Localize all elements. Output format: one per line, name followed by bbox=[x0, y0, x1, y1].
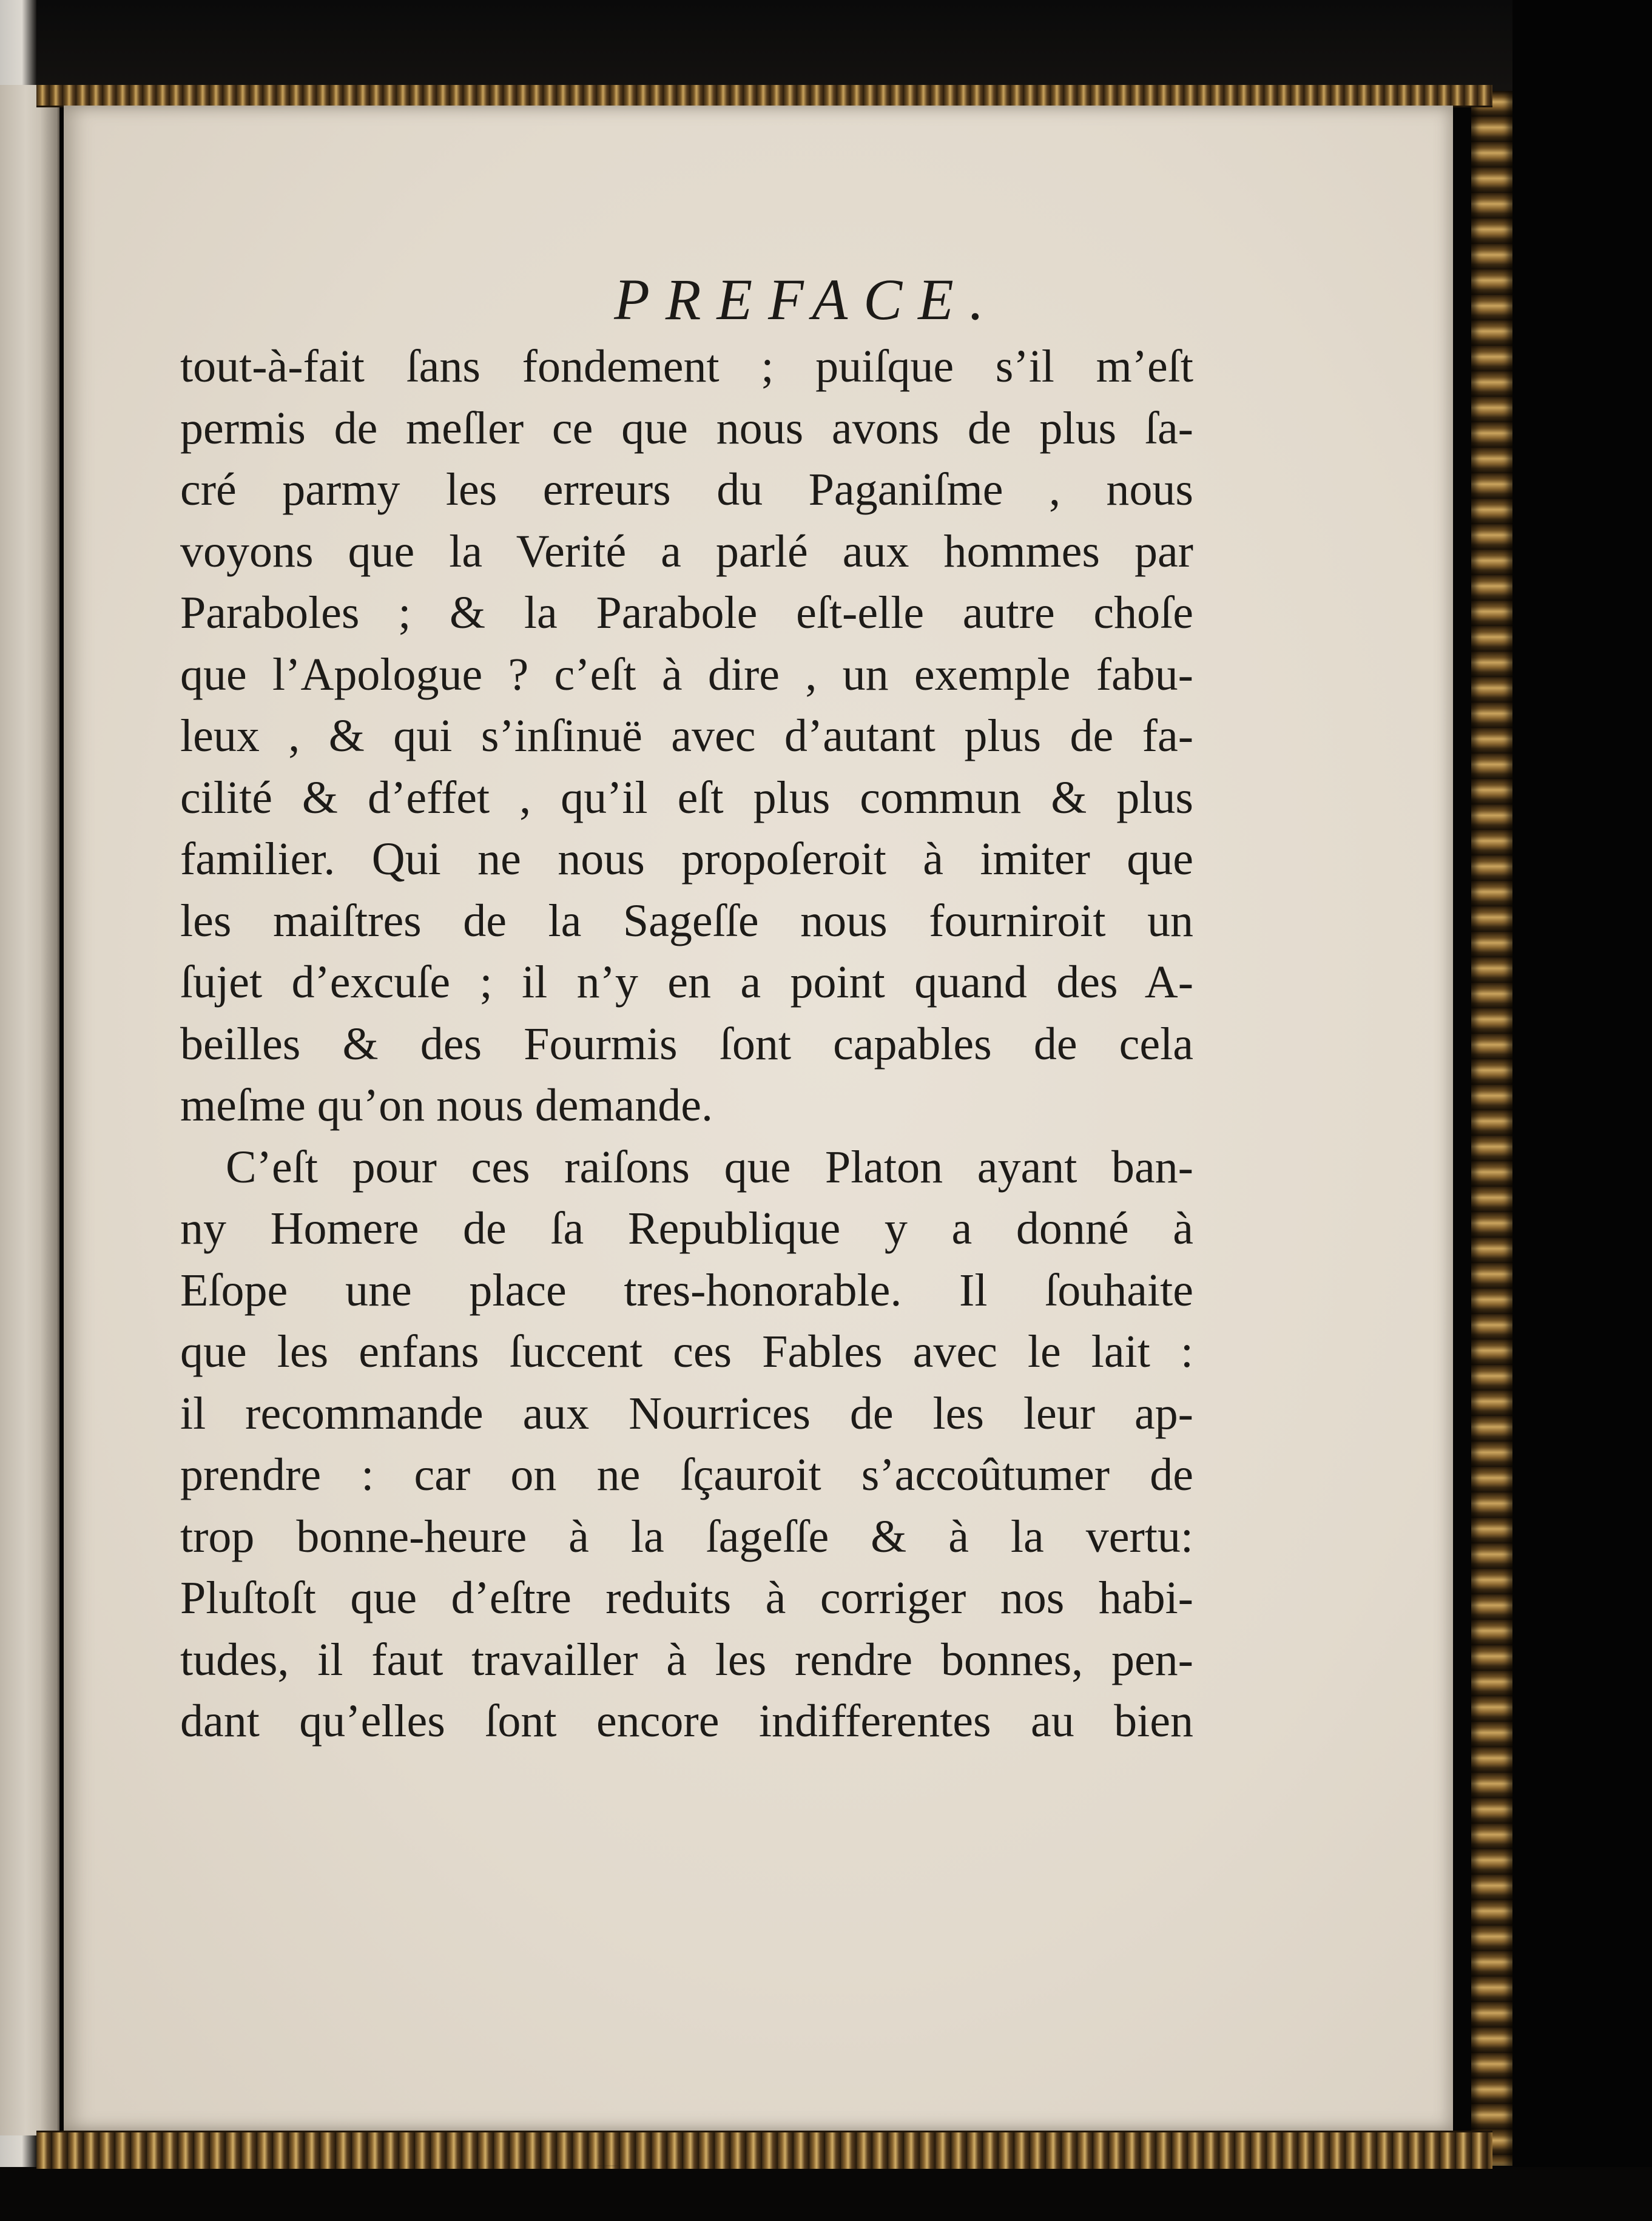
running-head: PREFACE. bbox=[614, 267, 1000, 332]
scan-background-top bbox=[0, 0, 1652, 91]
gilt-edge-bottom bbox=[36, 2131, 1492, 2169]
text-line: beilles & des Fourmis ſont capables de cela bbox=[180, 1018, 1193, 1070]
previous-page-edge bbox=[0, 85, 59, 2135]
paragraph-1 bbox=[180, 336, 1193, 1137]
page-smudge bbox=[598, 2165, 622, 2166]
text-line: ny Homere de ſa Republique y a donné à bbox=[180, 1203, 1193, 1254]
scan-background-bottom bbox=[0, 2167, 1652, 2221]
text-line: Pluſtoſt que d’eſtre reduits à corriger nos habi- bbox=[180, 1572, 1193, 1623]
text-line: familier. Qui ne nous propoſeroit à imiter que bbox=[180, 834, 1193, 885]
text-line: que les enfans ſuccent ces Fables avec le lait : bbox=[180, 1326, 1193, 1377]
book-page bbox=[64, 106, 1453, 2131]
text-line: prendre : car on ne ſçauroit s’accoûtumer de bbox=[180, 1449, 1193, 1500]
text-line: cilité & d’effet , qu’il eſt plus commun & plus bbox=[180, 772, 1193, 823]
text-line: tudes, il faut travailler à les rendre bonnes, pen- bbox=[180, 1634, 1193, 1685]
text-line: C’eſt pour ces raiſons que Platon ayant ban- bbox=[226, 1141, 1193, 1193]
text-line: les maiſtres de la Sageſſe nous fourniroit un bbox=[180, 895, 1193, 946]
text-line: permis de meſler ce que nous avons de plus ſa- bbox=[180, 402, 1193, 454]
text-line: meſme qu’on nous demande. bbox=[180, 1080, 713, 1131]
text-line: tout-à-fait ſans fondement ; puiſque s’il m’eſt bbox=[180, 341, 1193, 392]
text-line: il recommande aux Nourrices de les leur ap- bbox=[180, 1387, 1193, 1439]
text-line: Paraboles ; & la Parabole eſt-elle autre choſe bbox=[180, 587, 1193, 638]
paragraph-2 bbox=[180, 1137, 1193, 1753]
text-line: leux , & qui s’inſinuë avec d’autant plus de fa- bbox=[180, 710, 1193, 761]
text-line: ſujet d’excuſe ; il n’y en a point quand des A- bbox=[180, 957, 1193, 1008]
text-line: Eſope une place tres-honorable. Il ſouhaite bbox=[180, 1264, 1193, 1316]
body-text bbox=[180, 336, 1193, 1753]
text-line: trop bonne-heure à la ſageſſe & à la vertu: bbox=[180, 1511, 1193, 1562]
gilt-border-right bbox=[1471, 91, 1512, 2166]
text-line: dant qu’elles ſont encore indifferentes au bien bbox=[180, 1696, 1193, 1747]
gilt-edge-top bbox=[36, 85, 1492, 107]
text-line: que l’Apologue ? c’eſt à dire , un exemple fabu- bbox=[180, 649, 1193, 700]
text-line: voyons que la Verité a parlé aux hommes par bbox=[180, 525, 1193, 577]
scan-background-right bbox=[1512, 0, 1652, 2221]
text-line: cré parmy les erreurs du Paganiſme , nous bbox=[180, 464, 1193, 515]
